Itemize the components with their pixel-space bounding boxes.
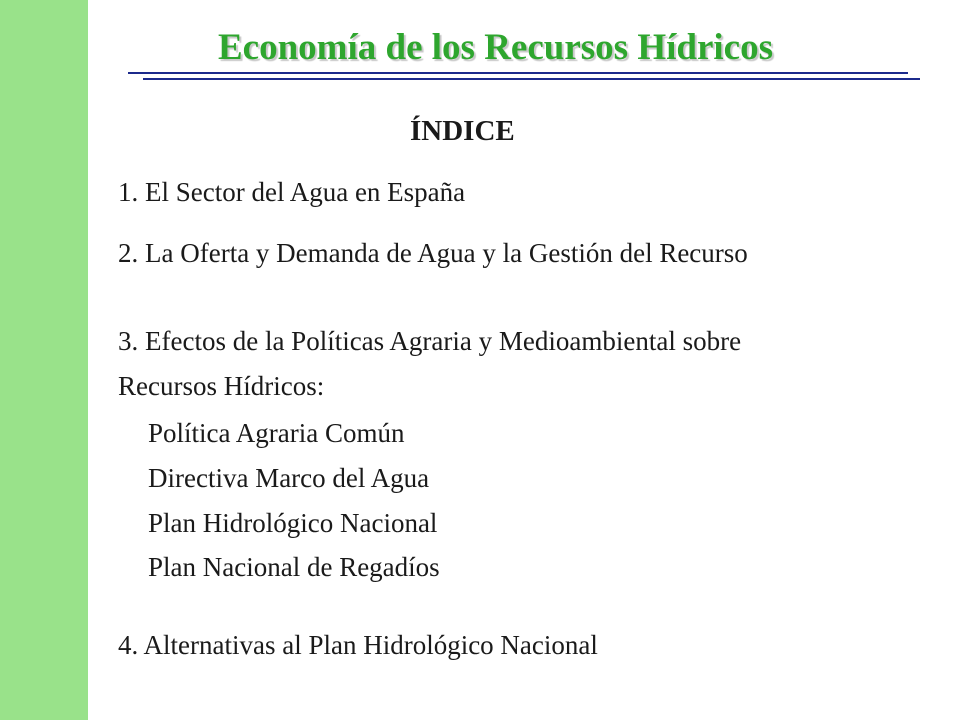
title-underline-upper xyxy=(128,72,908,74)
index-item-4: 4. Alternativas al Plan Hidrológico Nacional xyxy=(118,630,598,660)
index-item-2: 2. La Oferta y Demanda de Agua y la Gestión del Recurso xyxy=(118,238,748,268)
index-subitem-pac: Política Agraria Común xyxy=(148,418,405,448)
side-bar xyxy=(0,0,88,720)
index-heading: ÍNDICE xyxy=(410,115,515,147)
index-subitem-pnr: Plan Nacional de Regadíos xyxy=(148,552,440,582)
slide-title: Economía de los Recursos Hídricos xyxy=(218,27,773,68)
index-subitem-dma: Directiva Marco del Agua xyxy=(148,463,430,493)
index-subitem-phn: Plan Hidrológico Nacional xyxy=(148,508,438,538)
title-underline-lower xyxy=(143,78,920,80)
index-item-3-line-1: 3. Efectos de la Políticas Agraria y Medioambiental sobre xyxy=(118,326,742,356)
index-item-1: 1. El Sector del Agua en España xyxy=(118,177,466,207)
index-item-3-line-2: Recursos Hídricos: xyxy=(118,371,325,401)
